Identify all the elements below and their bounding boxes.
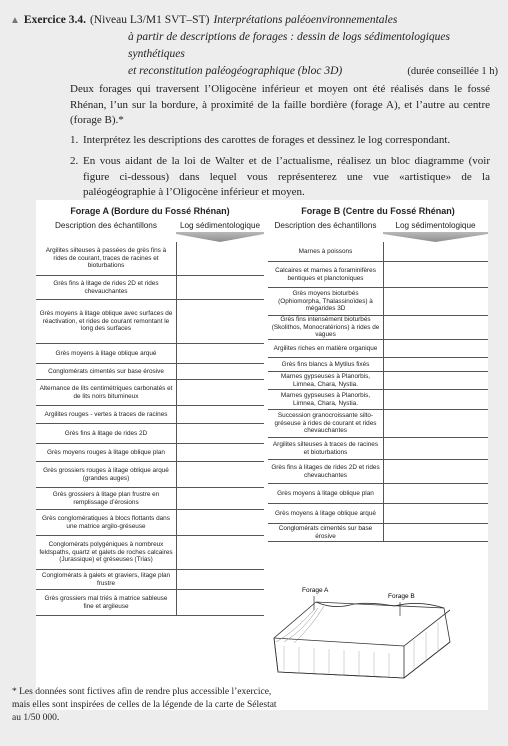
table-row [36,444,264,462]
table-row [36,424,264,444]
sample-description: Conglomérats à galets et graviers, litage plan frustre [41,572,171,587]
table-row [268,484,488,504]
table-row [36,364,264,380]
log-cell[interactable] [383,390,488,409]
sample-description: Calcaires et marnes à foraminifères bentiques et planctoniques [275,267,376,282]
sample-description: Marnes gypseuses à Planorbis, Limnea, Chara, Nystia. [280,373,371,388]
forage-a-label: Forage A [302,587,329,594]
table-row [268,242,488,262]
exercise-title-3: et reconstitution paléogéographique (bloc 3D) [128,65,343,77]
forage-b-title: Forage B (Centre du Fossé Rhénan) [301,206,455,216]
table-row [36,276,264,300]
table-row [36,590,264,616]
table-row [268,358,488,372]
table-row [36,380,264,406]
table-row [268,372,488,390]
log-cell[interactable] [176,424,264,443]
sample-description: Grès fins à litages de rides 2D et rides chevauchantes [271,464,380,479]
table-row [268,340,488,358]
log-cell[interactable] [383,372,488,389]
sample-description: Argilites rouges - vertes à traces de racines [44,410,168,418]
table-row [36,488,264,510]
sample-description: Grès moyens bioturbés (Ophiomorpha, Thalassinoïdes) à mégarides 3D [278,290,373,313]
sample-description: Alternance de lits centimétriques carbonatés et de lits noirs bitumineux [39,385,173,400]
forage-a-title: Forage A (Bordure du Fossé Rhénan) [70,206,230,216]
log-cell[interactable] [383,524,488,541]
log-cell[interactable] [176,536,264,569]
exercise-title-2: à partir de descriptions de forages : dessin de logs sédimentologiques synthétiques [128,31,450,60]
exercise-title-1: Interprétations paléoenvironnementales [213,14,398,26]
sample-description: Conglomérats polygéniques à nombreux feldspaths, quartz et galets de roches calcaires (Jurassique) et gréseuses (Trias) [39,541,173,564]
log-cell[interactable] [176,364,264,379]
table-row [268,438,488,460]
forage-a-table [36,206,264,616]
exercise-header [10,12,498,80]
table-row [268,390,488,410]
log-cell[interactable] [176,406,264,423]
sample-description: Grès moyens rouges à litage oblique plan [47,448,165,456]
exercise-level: (Niveau L3/M1 SVT–ST) [89,14,210,26]
sample-description: Argilites silteuses à traces de racines et bioturbations [272,441,379,456]
intro-paragraph: Deux forages qui traversent l’Oligocène inférieur et moyen ont été réalisés dans le fossé Rhénan, l’un sur la bordure, à proximité de la faille bordière (forage A), et l’autre au centre (forage B).* [70,83,490,126]
sample-description: Grès moyens à litage oblique plan [277,489,374,497]
sample-description: Grès fins blancs à Mytilus fixés [281,360,370,368]
table-row [36,510,264,536]
forage-a-col-description: Description des échantillons [55,220,157,230]
forage-b-col-log: Log sédimentologique [395,220,476,230]
log-cell[interactable] [383,262,488,287]
sample-description: Grès moyens à litage oblique avec surfaces de réactivation, et rides de courant remontant le long des surfaces [39,310,173,333]
log-cell[interactable] [176,462,264,487]
duration: (durée conseillée 1 h) [407,66,498,77]
log-cell[interactable] [383,340,488,357]
sample-description: Grès fins à litage de rides 2D et rides chevauchantes [53,280,159,295]
exercise-number: Exercice 3.4. [23,14,86,26]
log-cell[interactable] [176,510,264,535]
log-cell[interactable] [383,504,488,523]
sample-description: Grès moyens à litage oblique arqué [275,509,376,517]
sample-description: Argilites riches en matière organique [273,344,378,352]
sample-description: Grès grossiers à litage plan frustre en remplissage d’érosions [52,491,160,506]
table-row [268,410,488,438]
table-row [268,316,488,340]
sample-description: Argilites silteuses à passées de grès fins à rides de courant, traces de racines et bioturbations [45,247,167,270]
table-row [268,262,488,288]
question-2-number: 2. [70,155,79,167]
table-row [36,570,264,590]
forage-b-col-description: Description des échantillons [274,220,377,230]
log-cell[interactable] [176,590,264,615]
sample-description: Grès fins intensément bioturbés (Skolithos, Monocratérions) à rides de vagues [271,316,380,339]
forage-b-rows [268,242,488,542]
forage-a-rows [36,242,264,616]
log-cell[interactable] [383,410,488,437]
forage-a-col-log: Log sédimentologique [179,220,261,230]
table-row [36,462,264,488]
table-row [36,344,264,364]
log-cell[interactable] [383,316,488,339]
table-row [36,536,264,570]
log-cell[interactable] [176,242,264,275]
question-2 [70,154,490,201]
sample-description: Marnes gypseuses à Planorbis, Limnea, Chara, Nystia. [280,392,371,407]
log-cell[interactable] [176,570,264,589]
log-cell[interactable] [383,242,488,261]
table-row [36,300,264,344]
question-2-text: En vous aidant de la loi de Walter et de l’actualisme, réalisez un bloc diagramme (voir figure ci-dessous) dans lequel vous représenterez une vue «artistique» de la paléogéographie à l’Oligocène inférieur et moyen. [83,155,490,198]
log-cell[interactable] [383,484,488,503]
footnote: * Les données sont fictives afin de rendre plus accessible l’exercice, mais elles sont inspirées de celles de la légende de la carte de Sélestat au 1/50 000. [12,687,277,723]
log-cell[interactable] [383,460,488,483]
block-diagram [254,580,464,690]
sample-description: Grès grossiers mal triés à matrice sableuse fine et argileuse [44,595,168,610]
log-cell[interactable] [383,438,488,459]
log-cell[interactable] [176,276,264,299]
sample-description: Grès fins à litage de rides 2D [64,429,148,437]
sample-description: Succession granocroissante silto-gréseuse à rides de courant et rides chevauchantes [274,412,377,435]
log-cell[interactable] [383,358,488,371]
table-row [268,288,488,316]
sample-description: Marnes à poissons [298,247,353,255]
table-row [268,504,488,524]
sample-description: Conglomérats cimentés sur base érosive [278,525,373,540]
log-cell[interactable] [176,380,264,405]
table-row [36,242,264,276]
log-cell[interactable] [176,444,264,461]
forage-b-label: Forage B [388,593,415,600]
log-cell[interactable] [176,344,264,363]
question-1-number: 1. [70,134,79,146]
sample-description: Conglomérats cimentés sur base érosive [48,367,164,375]
sample-description: Grès conglomératiques à blocs flottants dans une matrice argilo-gréseuse [42,515,170,530]
table-row [36,406,264,424]
log-cell[interactable] [176,300,264,343]
question-1 [70,133,490,149]
log-cell[interactable] [176,488,264,509]
question-1-text: Interprétez les descriptions des carottes de forages et dessinez le log correspondant. [83,134,451,146]
log-cell[interactable] [383,288,488,315]
table-row [268,460,488,484]
table-row [268,524,488,542]
forage-b-table [268,206,488,542]
sample-description: Grès grossiers rouges à litage oblique arqué (grandes auges) [43,467,169,482]
triangle-icon: ▲ [10,15,20,26]
sample-description: Grès moyens à litage oblique arqué [55,349,157,357]
